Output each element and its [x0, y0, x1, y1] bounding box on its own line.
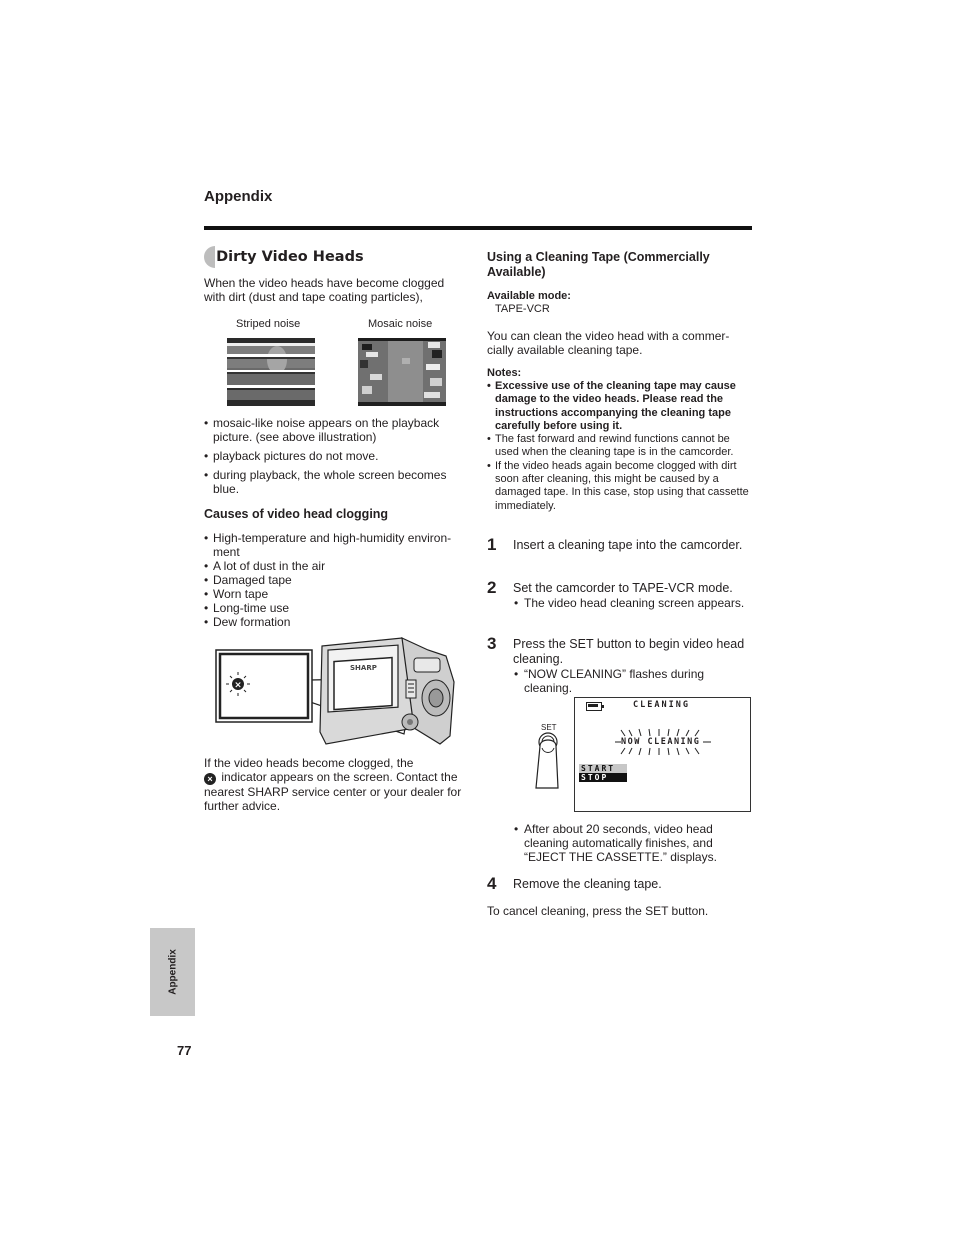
cleaning-screen	[574, 697, 751, 812]
now-cleaning-flash: NOW CLEANING	[621, 737, 701, 747]
cancel-note: To cancel cleaning, press the SET button.	[487, 904, 709, 918]
screen-title: CLEANING	[633, 700, 690, 710]
available-mode-label: Available mode:	[487, 290, 571, 302]
causes-list	[204, 531, 466, 629]
menu-stop[interactable]: STOP	[579, 773, 627, 782]
cause-item: • Worn tape	[204, 587, 466, 601]
cleaning-tape-heading: Using a Cleaning Tape (Commercially Available)	[487, 250, 710, 279]
cause-item: • Damaged tape	[204, 573, 466, 587]
step-3-number: 3	[487, 634, 497, 653]
menu-start[interactable]: START	[579, 764, 627, 773]
causes-heading: Causes of video head clogging	[204, 507, 389, 521]
note-item: • Excessive use of the cleaning tape may cause damage to the video heads. Please read the instructions accompanying the cleaning tape carefully before using it.	[487, 380, 753, 433]
clog-indicator-icon: ×	[204, 773, 216, 785]
caption-striped: Striped noise	[236, 318, 301, 330]
available-mode-value: TAPE-VCR	[495, 303, 550, 315]
page-number: 77	[177, 1043, 192, 1058]
camera-logo: SHARP	[350, 664, 377, 672]
step-3-text: Press the SET button to begin video head cleaning.	[513, 637, 745, 666]
mosaic-noise-image	[358, 338, 446, 406]
step-1-number: 1	[487, 535, 497, 554]
step-2-subnote: • The video head cleaning screen appears.	[514, 596, 752, 610]
header-rule	[204, 226, 752, 230]
dirty-heads-heading	[204, 246, 364, 268]
notes-label: Notes:	[487, 367, 522, 379]
step-2-number: 2	[487, 578, 497, 597]
section-header: Appendix	[204, 188, 273, 205]
camcorder-illustration	[214, 632, 464, 752]
step-2-text: Set the camcorder to TAPE-VCR mode.	[513, 581, 733, 595]
intro-paragraph: When the video heads have become clogged with dirt (dust and tape coating particles),	[204, 276, 445, 304]
cleaning-description: You can clean the video head with a commer- cially available cleaning tape.	[487, 329, 730, 357]
cause-item: • A lot of dust in the air	[204, 559, 466, 573]
cause-item: • High-temperature and high-humidity environ- ment	[204, 531, 466, 559]
symptom-item: • during playback, the whole screen becomes blue.	[204, 468, 466, 496]
cause-item: • Long-time use	[204, 601, 466, 615]
warning-text-before: If the video heads become clogged, the	[204, 756, 414, 770]
set-button-press-illustration	[530, 732, 570, 792]
step-1-text: Insert a cleaning tape into the camcorder.	[513, 538, 743, 552]
after-cleaning-note: • After about 20 seconds, video head cleaning automatically finishes, and “EJECT THE CASSETTE.” displays.	[514, 822, 752, 864]
set-button-label: SET	[541, 723, 557, 732]
svg-text:×: ×	[234, 680, 242, 691]
symptom-item: • playback pictures do not move.	[204, 449, 466, 463]
step-4-number: 4	[487, 874, 497, 893]
dirty-heads-title: Dirty Video Heads	[216, 249, 364, 265]
symptom-list	[204, 416, 466, 501]
battery-icon	[586, 702, 602, 711]
side-tab-label: Appendix	[167, 949, 178, 995]
caption-mosaic: Mosaic noise	[368, 318, 433, 330]
symptom-item: • mosaic-like noise appears on the playback picture. (see above illustration)	[204, 416, 466, 444]
clog-warning-paragraph	[204, 756, 466, 813]
step-4-text: Remove the cleaning tape.	[513, 877, 662, 891]
heading-tab-shape	[204, 246, 215, 268]
note-item: • If the video heads again become clogged with dirt soon after cleaning, this might be caused by a damaged tape. In this case, stop using that cassette immediately.	[487, 460, 753, 513]
appendix-side-tab	[150, 928, 195, 1016]
step-3-subnote: • “NOW CLEANING” flashes during cleaning.	[514, 667, 752, 695]
warning-text-after: indicator appears on the screen. Contact the nearest SHARP service center or your dealer for further advice.	[204, 770, 462, 813]
cause-item: • Dew formation	[204, 615, 466, 629]
notes-list	[487, 380, 753, 513]
striped-noise-image	[227, 338, 315, 406]
note-item: • The fast forward and rewind functions cannot be used when the cleaning tape is in the camcorder.	[487, 433, 753, 460]
